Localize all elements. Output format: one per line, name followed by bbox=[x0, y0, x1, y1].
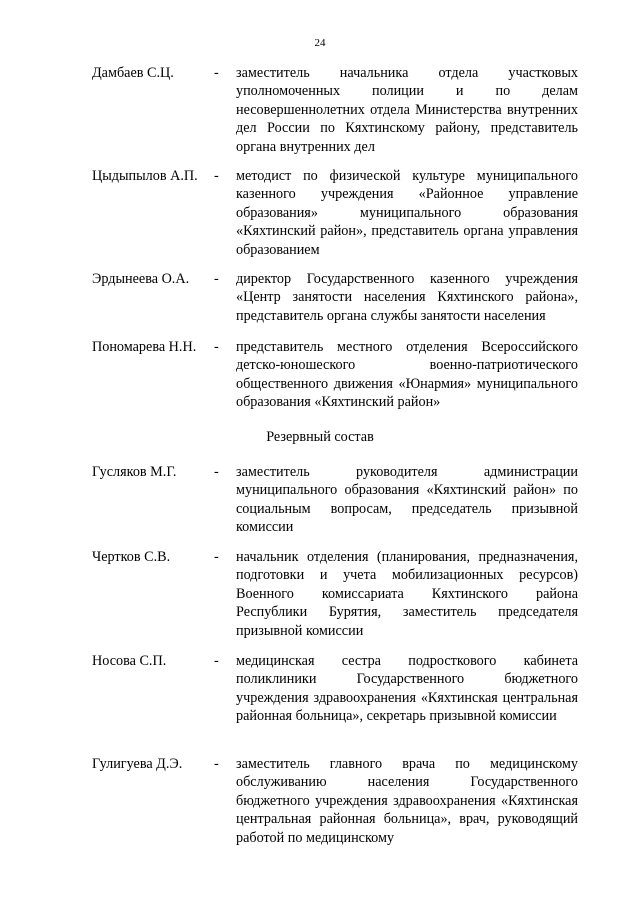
member-name: Чертков С.В. bbox=[92, 549, 171, 565]
separator-dash: - bbox=[214, 653, 219, 669]
member-name: Гулигуева Д.Э. bbox=[92, 756, 183, 772]
member-description: заместитель руководителя администрации муниципального образования «Кяхтинский район» по социальным вопросам, председатель призывной комиссии bbox=[236, 464, 578, 536]
member-name: Цыдыпылов А.П. bbox=[92, 168, 198, 184]
separator-dash: - bbox=[214, 339, 219, 355]
page-number: 24 bbox=[314, 37, 326, 49]
member-name: Гусляков М.Г. bbox=[92, 464, 177, 480]
separator-dash: - bbox=[214, 549, 219, 565]
member-description: представитель местного отделения Всероссийского детско-юношеского военно-патриотического общественного движения «Юнармия» муниципального образования «Кяхтинский район» bbox=[236, 339, 578, 411]
reserve-heading: Резервный состав bbox=[266, 429, 374, 445]
member-description: заместитель главного врача по медицинскому обслуживанию населения Государственного бюджетного учреждения здравоохранения «Кяхтинская центральная районная больница», врач, руководящий работой по медицинскому bbox=[236, 756, 578, 846]
member-name: Эрдынеева О.А. bbox=[92, 271, 190, 287]
member-name: Дамбаев С.Ц. bbox=[92, 65, 174, 81]
separator-dash: - bbox=[214, 756, 219, 772]
member-name: Пономарева Н.Н. bbox=[92, 339, 197, 355]
member-name: Носова С.П. bbox=[92, 653, 167, 669]
member-description: заместитель начальника отдела участковых уполномоченных полиции и по делам несовершеннолетних отдела Министерства внутренних дел России по Кяхтинскому району, представитель органа внутренних дел bbox=[236, 65, 578, 155]
member-description: начальник отделения (планирования, предназначения, подготовки и учета мобилизационных ресурсов) Военного комиссариата Кяхтинского района Республики Бурятия, заместитель председателя призывной комиссии bbox=[236, 549, 578, 639]
member-description: директор Государственного казенного учреждения «Центр занятости населения Кяхтинского района», представитель органа службы занятости населения bbox=[236, 271, 578, 324]
separator-dash: - bbox=[214, 168, 219, 184]
separator-dash: - bbox=[214, 65, 219, 81]
member-description: медицинская сестра подросткового кабинета поликлиники Государственного бюджетного учреждения здравоохранения «Кяхтинская центральная районная больница», секретарь призывной комиссии bbox=[236, 653, 578, 725]
separator-dash: - bbox=[214, 464, 219, 480]
member-description: методист по физической культуре муниципального казенного учреждения «Районное управление образования» муниципального образования «Кяхтинский район», представитель органа управления образованием bbox=[236, 168, 578, 258]
separator-dash: - bbox=[214, 271, 219, 287]
